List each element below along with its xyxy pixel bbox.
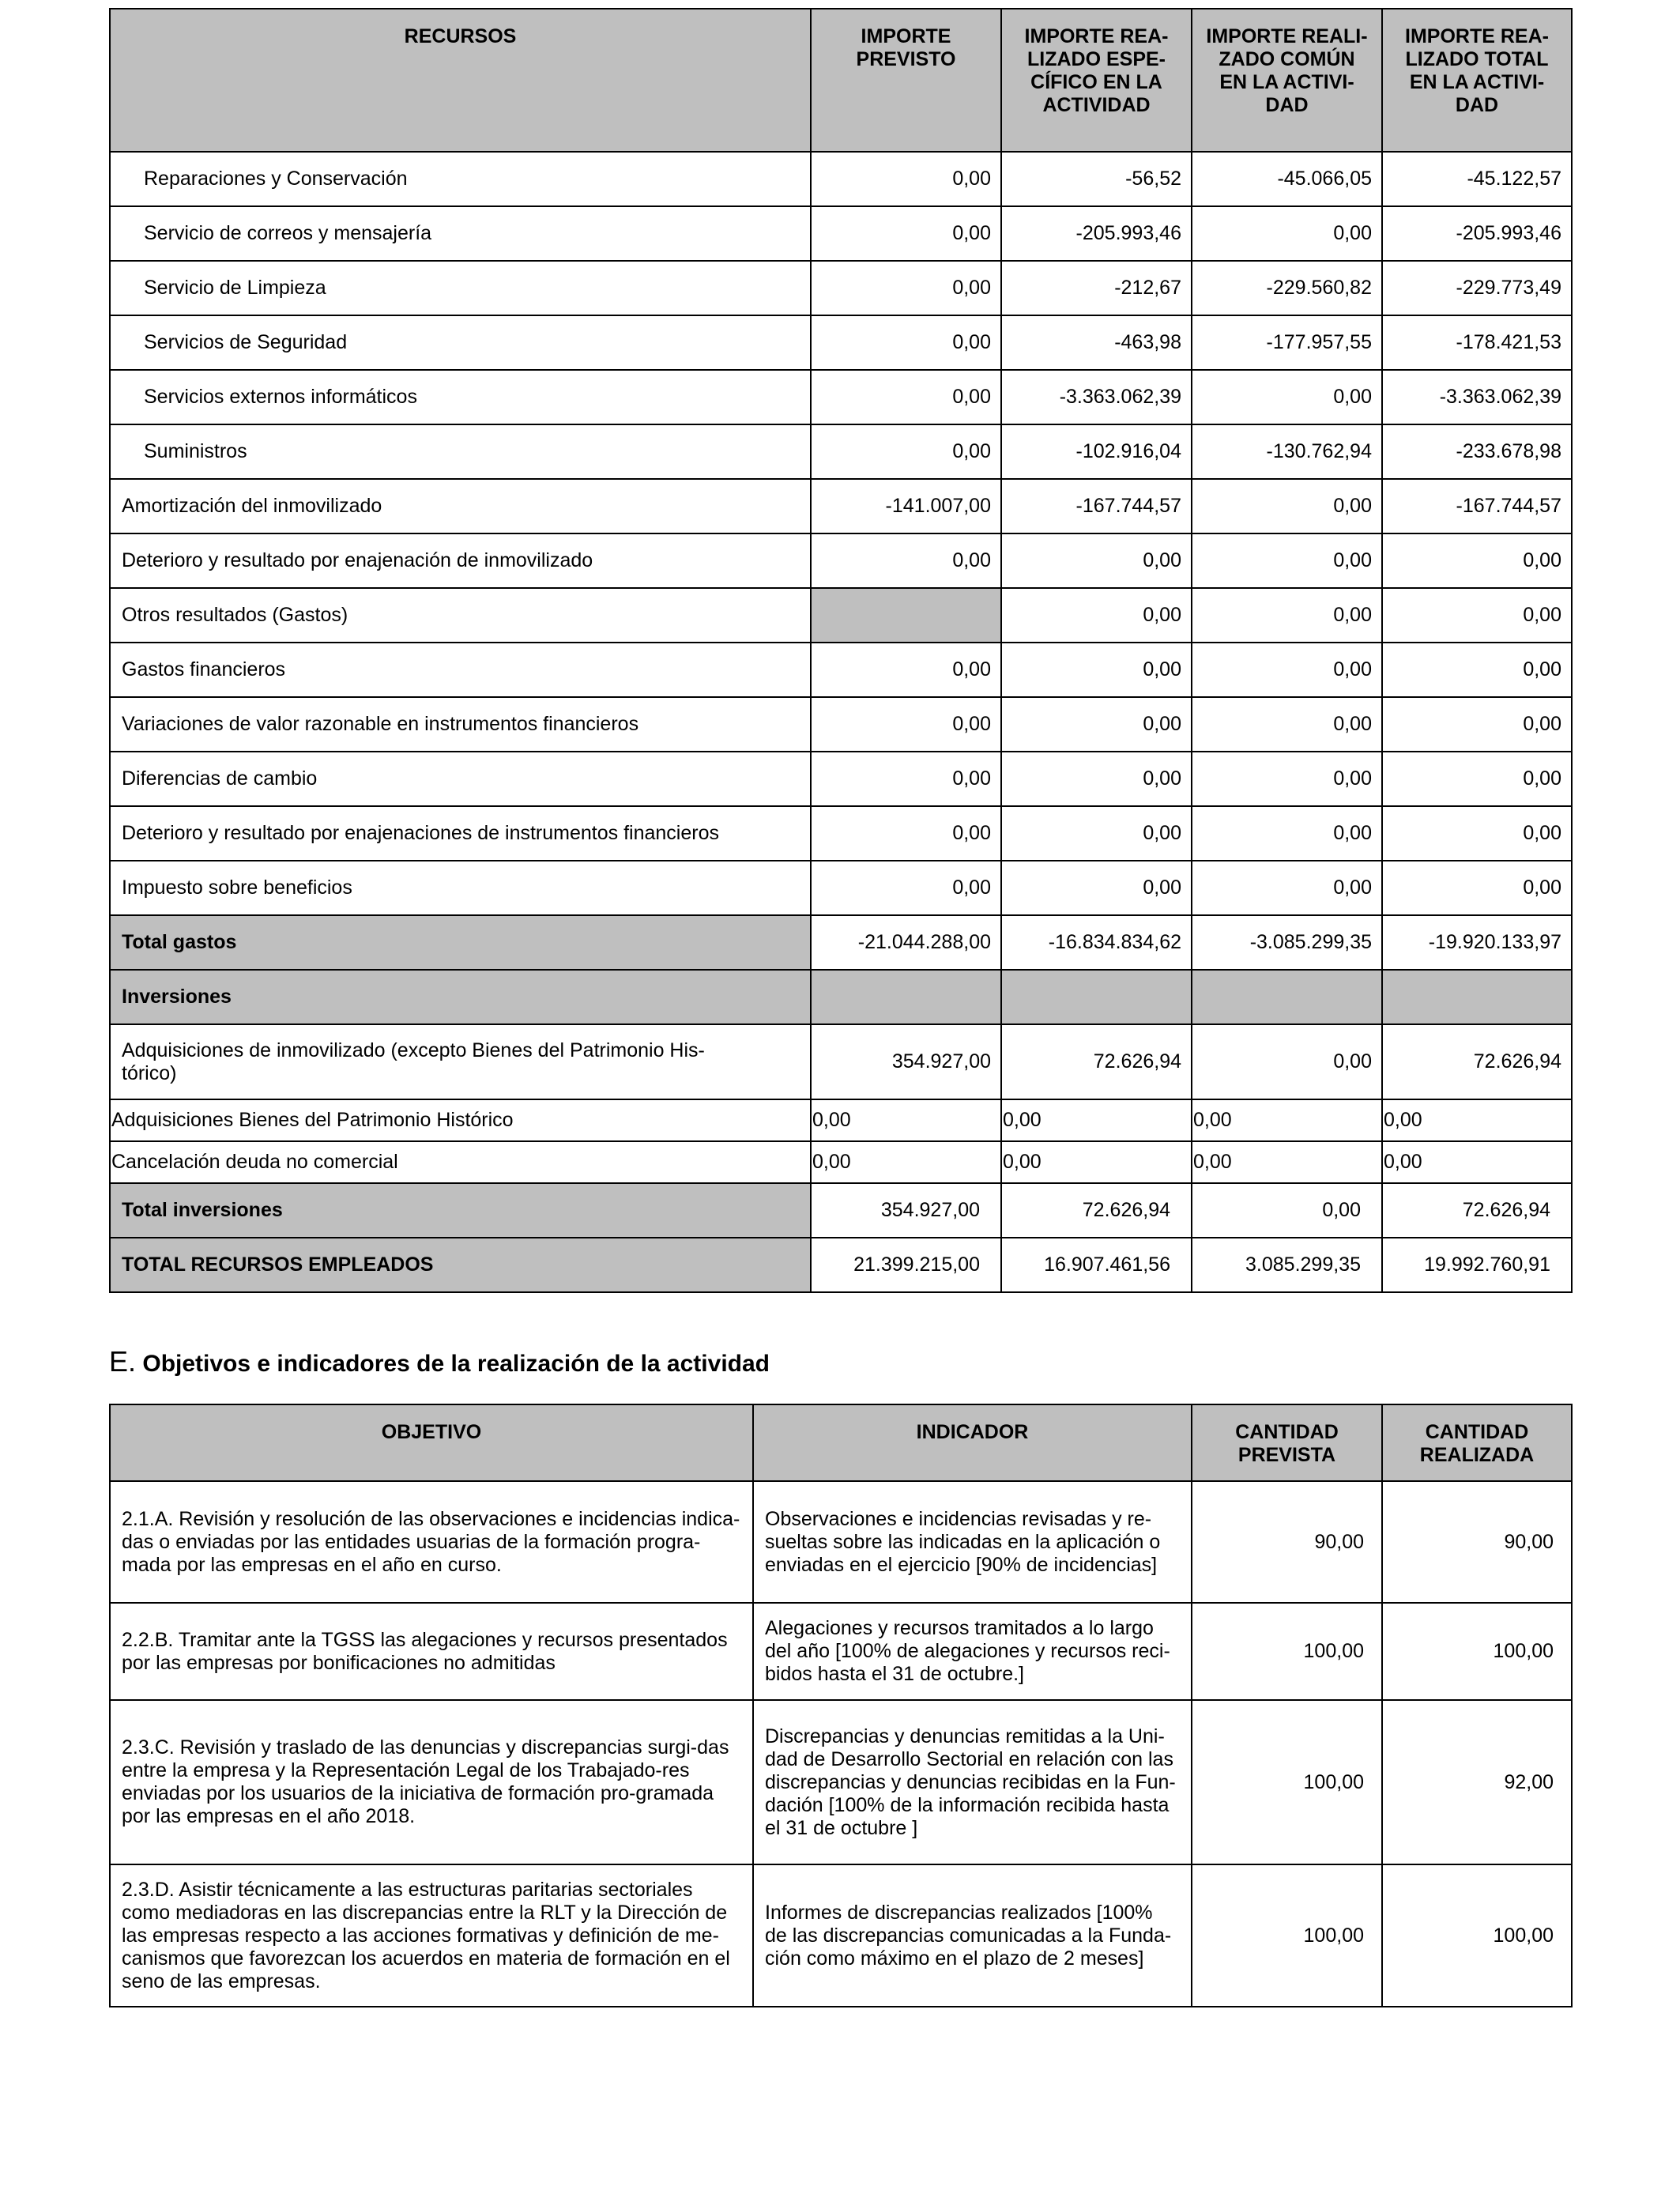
row-label: Otros resultados (Gastos) (110, 588, 811, 643)
header-indicador: INDICADOR (753, 1404, 1192, 1481)
table-row (110, 1099, 1572, 1141)
table-row (110, 806, 1572, 861)
table-row (110, 1603, 1572, 1700)
cell-previsto: 354.927,00 (811, 1024, 1001, 1099)
inversiones-section-row (110, 970, 1572, 1024)
header-recursos: RECURSOS (110, 9, 811, 152)
cell-comun: -45.066,05 (1192, 152, 1382, 206)
cell-especifico: 72.626,94 (1001, 1024, 1192, 1099)
cell-total: -19.920.133,97 (1382, 915, 1572, 970)
cell-comun: 0,00 (1192, 1024, 1382, 1099)
cell-comun: 0,00 (1192, 752, 1382, 806)
row-label: Servicios externos informáticos (110, 370, 811, 424)
cell-especifico: 0,00 (1001, 533, 1192, 588)
header-importe-total: IMPORTE REA-LIZADO TOTAL EN LA ACTIVI-DAD (1382, 9, 1572, 152)
row-label: Reparaciones y Conservación (110, 152, 811, 206)
indicator-cell: Discrepancias y denuncias remitidas a la Uni-dad de Desarrollo Sectorial en relación con las discrepancias y denuncias recibidas en la Fun-dación [100% de la información recibida hasta el 31 de octubre ] (753, 1700, 1192, 1864)
cell-total: 0,00 (1382, 533, 1572, 588)
cell-total: 0,00 (1382, 752, 1572, 806)
table-row (110, 479, 1572, 533)
table-row (110, 315, 1572, 370)
header-objetivo: OBJETIVO (110, 1404, 753, 1481)
cell-empty (1001, 970, 1192, 1024)
cell-comun: -130.762,94 (1192, 424, 1382, 479)
row-label: Servicios de Seguridad (110, 315, 811, 370)
row-label: Amortización del inmovilizado (110, 479, 811, 533)
section-e-title: Objetivos e indicadores de la realización de la actividad (142, 1351, 770, 1377)
cell-empty (1192, 970, 1382, 1024)
total-gastos-row (110, 915, 1572, 970)
cell-previsto: 0,00 (811, 806, 1001, 861)
cell-previsto: 0,00 (811, 697, 1001, 752)
cell-previsto: 354.927,00 (811, 1183, 1001, 1238)
cell-previsto: 0,00 (811, 643, 1001, 697)
row-label: Cancelación deuda no comercial (110, 1141, 811, 1183)
table-row (110, 861, 1572, 915)
cantidad-realizada-cell: 100,00 (1382, 1864, 1572, 2007)
cell-total: -3.363.062,39 (1382, 370, 1572, 424)
cell-comun: 0,00 (1192, 806, 1382, 861)
cell-total: 0,00 (1382, 588, 1572, 643)
table-row (110, 261, 1572, 315)
table-row (110, 697, 1572, 752)
objective-cell: 2.3.D. Asistir técnicamente a las estructuras paritarias sectoriales como mediadoras en las discrepancias entre la RLT y la Dirección de las empresas respecto a las acciones formativas y definición de me-canismos que favorezcan los acuerdos en materia de formación en el seno de las empresas. (110, 1864, 753, 2007)
objectives-table (109, 1404, 1573, 2007)
row-label: TOTAL RECURSOS EMPLEADOS (110, 1238, 811, 1292)
cell-total: -45.122,57 (1382, 152, 1572, 206)
cell-especifico: -463,98 (1001, 315, 1192, 370)
objective-cell: 2.3.C. Revisión y traslado de las denuncias y discrepancias surgi-das entre la empresa y la Representación Legal de los Trabajado-res enviadas por los usuarios de la iniciativa de formación pro-gramada por las empresas en el año 2018. (110, 1700, 753, 1864)
table-row (110, 1700, 1572, 1864)
cell-comun: 0,00 (1192, 697, 1382, 752)
header-importe-previsto: IMPORTE PREVISTO (811, 9, 1001, 152)
cantidad-prevista-cell: 100,00 (1192, 1603, 1382, 1700)
row-label: Diferencias de cambio (110, 752, 811, 806)
table-row (110, 588, 1572, 643)
header-importe-especifico: IMPORTE REA-LIZADO ESPE-CÍFICO EN LA ACTIVIDAD (1001, 9, 1192, 152)
cell-comun: 0,00 (1192, 533, 1382, 588)
objectives-header-row (110, 1404, 1572, 1481)
cell-comun: -177.957,55 (1192, 315, 1382, 370)
cell-total: -205.993,46 (1382, 206, 1572, 261)
cell-total: 72.626,94 (1382, 1183, 1572, 1238)
row-label: Total gastos (110, 915, 811, 970)
table-row (110, 152, 1572, 206)
cell-previsto: -21.044.288,00 (811, 915, 1001, 970)
cell-especifico: -3.363.062,39 (1001, 370, 1192, 424)
cantidad-prevista-cell: 100,00 (1192, 1864, 1382, 2007)
cell-total: 19.992.760,91 (1382, 1238, 1572, 1292)
cell-total: 0,00 (1382, 643, 1572, 697)
cantidad-realizada-cell: 92,00 (1382, 1700, 1572, 1864)
cell-comun: 0,00 (1192, 1183, 1382, 1238)
row-label: Adquisiciones de inmovilizado (excepto Bienes del Patrimonio His-tórico) (110, 1024, 811, 1099)
cell-comun: 3.085.299,35 (1192, 1238, 1382, 1292)
cantidad-prevista-cell: 100,00 (1192, 1700, 1382, 1864)
cell-total: 0,00 (1382, 806, 1572, 861)
cell-especifico: -56,52 (1001, 152, 1192, 206)
indicator-cell: Alegaciones y recursos tramitados a lo largo del año [100% de alegaciones y recursos reci-bidos hasta el 31 de octubre.] (753, 1603, 1192, 1700)
resources-table (109, 8, 1573, 1293)
cell-total: -229.773,49 (1382, 261, 1572, 315)
cell-total: 0,00 (1382, 1141, 1572, 1183)
cell-comun: 0,00 (1192, 206, 1382, 261)
table-row (110, 1141, 1572, 1183)
cell-total: 0,00 (1382, 697, 1572, 752)
indicator-cell: Observaciones e incidencias revisadas y re-sueltas sobre las indicadas en la aplicación o enviadas en el ejercicio [90% de incidencias] (753, 1481, 1192, 1603)
cell-especifico: 0,00 (1001, 1141, 1192, 1183)
table-row (110, 1024, 1572, 1099)
cell-previsto: 0,00 (811, 752, 1001, 806)
row-label: Inversiones (110, 970, 811, 1024)
cell-total: -178.421,53 (1382, 315, 1572, 370)
cell-previsto: 0,00 (811, 206, 1001, 261)
table-row (110, 370, 1572, 424)
cell-previsto: 0,00 (811, 152, 1001, 206)
row-label: Variaciones de valor razonable en instrumentos financieros (110, 697, 811, 752)
cell-comun: 0,00 (1192, 588, 1382, 643)
row-label: Total inversiones (110, 1183, 811, 1238)
cell-comun: -3.085.299,35 (1192, 915, 1382, 970)
table-row (110, 1481, 1572, 1603)
table-row (110, 1864, 1572, 2007)
cell-total: -233.678,98 (1382, 424, 1572, 479)
cell-previsto: 21.399.215,00 (811, 1238, 1001, 1292)
cell-especifico: 0,00 (1001, 806, 1192, 861)
cell-especifico: 0,00 (1001, 643, 1192, 697)
cell-comun: 0,00 (1192, 370, 1382, 424)
row-label: Deterioro y resultado por enajenaciones de instrumentos financieros (110, 806, 811, 861)
table-row (110, 533, 1572, 588)
total-inversiones-row (110, 1183, 1572, 1238)
cell-especifico: -102.916,04 (1001, 424, 1192, 479)
cell-especifico: 72.626,94 (1001, 1183, 1192, 1238)
cell-especifico: -167.744,57 (1001, 479, 1192, 533)
cell-previsto-empty (811, 588, 1001, 643)
cell-previsto: 0,00 (811, 315, 1001, 370)
cantidad-realizada-cell: 100,00 (1382, 1603, 1572, 1700)
cell-especifico: 0,00 (1001, 861, 1192, 915)
objective-cell: 2.1.A. Revisión y resolución de las observaciones e incidencias indica-das o enviadas por las entidades usuarias de la formación progra-mada por las empresas en el año en curso. (110, 1481, 753, 1603)
resources-header-row (110, 9, 1572, 152)
cell-previsto: 0,00 (811, 1099, 1001, 1141)
table-row (110, 643, 1572, 697)
row-label: Suministros (110, 424, 811, 479)
cell-especifico: 16.907.461,56 (1001, 1238, 1192, 1292)
cell-especifico: 0,00 (1001, 588, 1192, 643)
cell-previsto: 0,00 (811, 261, 1001, 315)
cell-previsto: 0,00 (811, 424, 1001, 479)
cell-previsto: 0,00 (811, 533, 1001, 588)
cell-previsto: 0,00 (811, 1141, 1001, 1183)
section-e-letter: E. (109, 1345, 137, 1378)
total-recursos-row (110, 1238, 1572, 1292)
cell-total: 0,00 (1382, 1099, 1572, 1141)
cell-empty (1382, 970, 1572, 1024)
row-label: Gastos financieros (110, 643, 811, 697)
cell-especifico: 0,00 (1001, 1099, 1192, 1141)
header-importe-comun: IMPORTE REALI-ZADO COMÚN EN LA ACTIVI-DAD (1192, 9, 1382, 152)
row-label: Adquisiciones Bienes del Patrimonio Histórico (110, 1099, 811, 1141)
cantidad-prevista-cell: 90,00 (1192, 1481, 1382, 1603)
row-label: Impuesto sobre beneficios (110, 861, 811, 915)
objective-cell: 2.2.B. Tramitar ante la TGSS las alegaciones y recursos presentados por las empresas por bonificaciones no admitidas (110, 1603, 753, 1700)
cell-comun: 0,00 (1192, 1141, 1382, 1183)
cell-comun: 0,00 (1192, 643, 1382, 697)
table-row (110, 206, 1572, 261)
cell-especifico: -205.993,46 (1001, 206, 1192, 261)
row-label: Servicio de Limpieza (110, 261, 811, 315)
cell-especifico: -16.834.834,62 (1001, 915, 1192, 970)
cell-total: -167.744,57 (1382, 479, 1572, 533)
cell-empty (811, 970, 1001, 1024)
cell-especifico: 0,00 (1001, 697, 1192, 752)
cell-previsto: 0,00 (811, 370, 1001, 424)
section-e-heading (109, 1345, 770, 1378)
cell-previsto: -141.007,00 (811, 479, 1001, 533)
cell-total: 72.626,94 (1382, 1024, 1572, 1099)
cell-especifico: 0,00 (1001, 752, 1192, 806)
table-row (110, 424, 1572, 479)
header-cantidad-realizada: CANTIDAD REALIZADA (1382, 1404, 1572, 1481)
cell-comun: 0,00 (1192, 479, 1382, 533)
cell-total: 0,00 (1382, 861, 1572, 915)
cantidad-realizada-cell: 90,00 (1382, 1481, 1572, 1603)
cell-comun: -229.560,82 (1192, 261, 1382, 315)
row-label: Deterioro y resultado por enajenación de inmovilizado (110, 533, 811, 588)
cell-especifico: -212,67 (1001, 261, 1192, 315)
row-label: Servicio de correos y mensajería (110, 206, 811, 261)
header-cantidad-prevista: CANTIDAD PREVISTA (1192, 1404, 1382, 1481)
cell-previsto: 0,00 (811, 861, 1001, 915)
cell-comun: 0,00 (1192, 861, 1382, 915)
table-row (110, 752, 1572, 806)
cell-comun: 0,00 (1192, 1099, 1382, 1141)
indicator-cell: Informes de discrepancias realizados [100% de las discrepancias comunicadas a la Funda-ción como máximo en el plazo de 2 meses] (753, 1864, 1192, 2007)
